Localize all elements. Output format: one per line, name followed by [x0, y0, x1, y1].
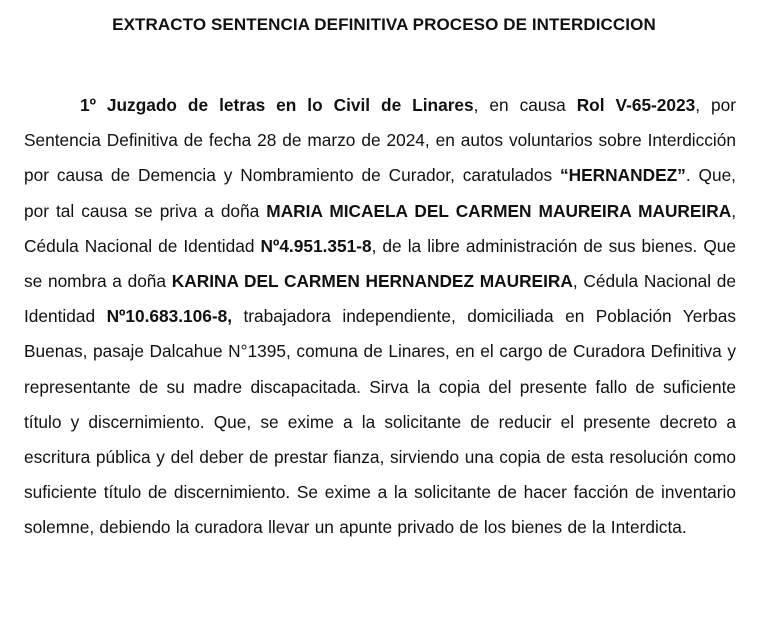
paragraph-text-6: , Cédula Nacional de Identidad [24, 271, 737, 327]
interdict-name: MARIA MICAELA DEL CARMEN MAUREIRA MAUREIRA [266, 200, 732, 221]
court-name: 1º Juzgado de letras en lo Civil de Linares [80, 95, 474, 115]
paragraph-text-7: trabajadora independiente, domiciliada en Población Yerbas Buenas, pasaje Dalcahue N°1395, comuna de Linares, en el cargo de Curadora Definitiva y representante de su madre discapacitada. Sirva la copia del presente fallo de suficiente título y discernimiento. Que, se exime a la solicitante de reducir el presente decreto a escritura pública y del deber de prestar fianza, sirviendo una copia de esta resolución como suficiente título de discernimiento. Se exime a la solicitante de hacer facción de inventario solemne, debiendo la curadora llevar un apunte privado de los bienes de la Interdicta. [24, 306, 736, 538]
case-title: “HERNANDEZ” [560, 165, 686, 186]
curator-id-number: Nº10.683.106-8, [106, 306, 233, 327]
paragraph-text-1: , en causa [473, 95, 577, 115]
document-title: EXTRACTO SENTENCIA DEFINITIVA PROCESO DE INTERDICCION [112, 15, 656, 34]
interdict-id-number: Nº4.951.351-8 [260, 235, 372, 256]
paragraph-text-5: , de la libre administración de sus bienes. Que se nombra a doña [24, 235, 736, 292]
paragraph-text-4: , Cédula Nacional de Identidad [24, 200, 737, 256]
paragraph-text-3: . Que, por tal causa se priva a doña [24, 165, 736, 221]
curator-name: KARINA DEL CARMEN HERNANDEZ MAUREIRA [171, 271, 573, 292]
paragraph-text-2: , por Sentencia Definitiva de fecha 28 de marzo de 2024, en autos voluntarios sobre Interdicción por causa de Demencia y Nombramiento de Curador, caratulados [24, 95, 737, 186]
case-role: Rol V-65-2023 [576, 95, 696, 115]
extract-paragraph [24, 88, 736, 546]
